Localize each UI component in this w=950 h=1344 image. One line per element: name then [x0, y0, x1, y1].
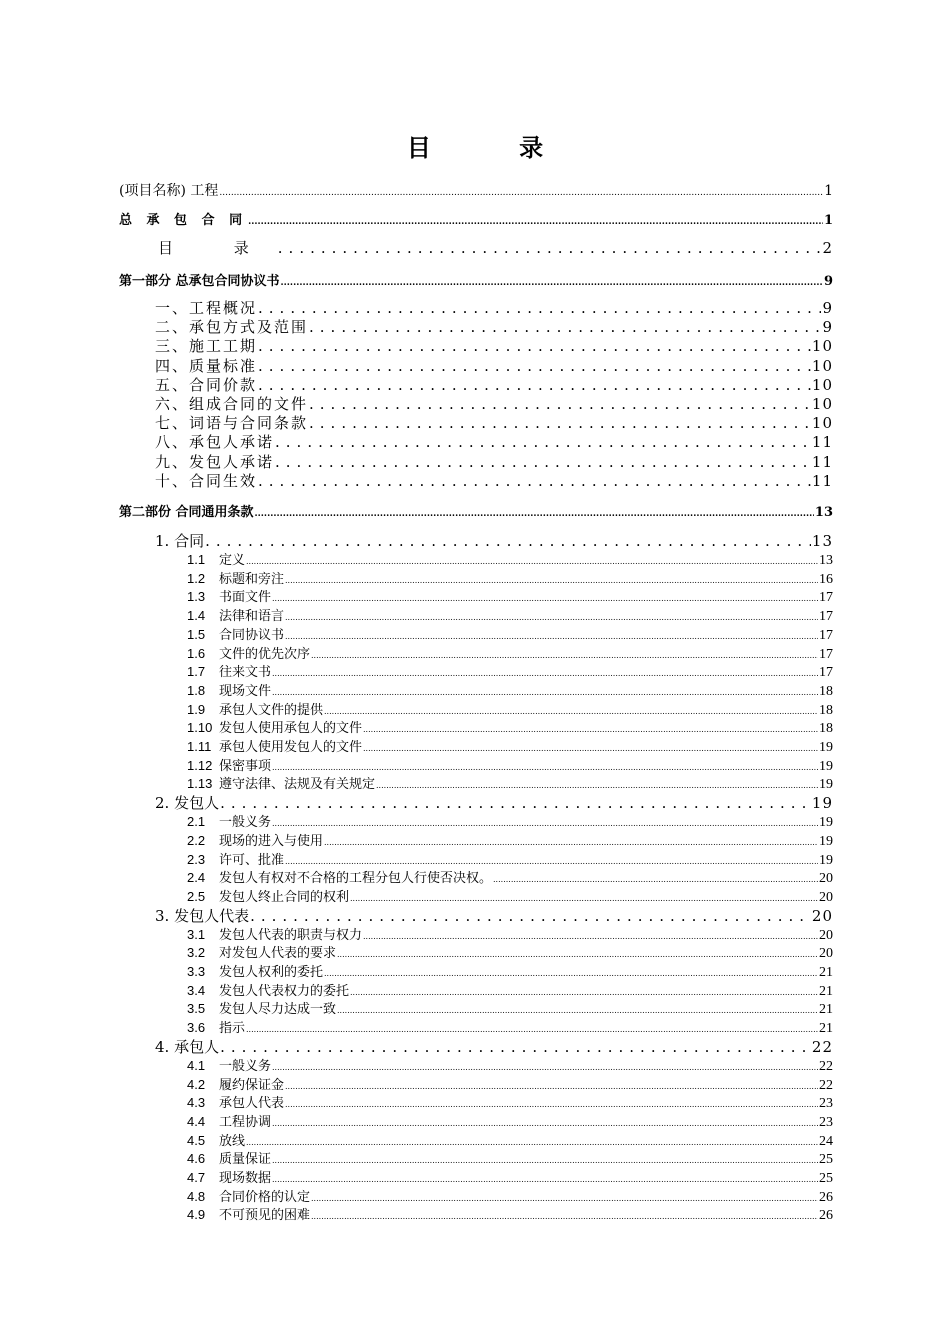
toc-leader	[272, 819, 818, 828]
toc-label: 四、质量标准	[155, 356, 258, 375]
toc-leader	[246, 557, 818, 566]
toc-page: 20	[819, 927, 833, 943]
toc-label: 九、发包人承诺	[155, 452, 275, 471]
toc-entry[interactable]	[187, 961, 833, 981]
toc-leader	[285, 1100, 818, 1109]
toc-label: 一般义务	[219, 815, 272, 831]
toc-page: 1	[824, 183, 833, 199]
toc-label: 一般义务	[219, 1058, 272, 1074]
toc-label: 十、合同生效	[155, 471, 258, 490]
toc-leader	[376, 781, 818, 790]
toc-page: 22	[819, 1058, 833, 1074]
toc-leader	[272, 669, 818, 678]
toc-number: 4.5	[187, 1132, 206, 1148]
toc-page: 2	[822, 239, 833, 257]
toc-page: 18	[819, 683, 833, 699]
toc-leader	[324, 969, 818, 978]
toc-leader	[311, 651, 818, 660]
toc-leader	[250, 907, 811, 925]
toc-entry[interactable]	[187, 736, 833, 756]
toc-page: 22	[819, 1077, 833, 1093]
toc-page: 10	[811, 375, 833, 394]
toc-entry[interactable]	[155, 451, 833, 472]
toc-page: 22	[811, 1037, 833, 1056]
toc-entry-part2[interactable]	[119, 501, 833, 520]
toc-entry[interactable]	[187, 549, 833, 569]
toc-leader	[350, 894, 818, 903]
toc-leader	[337, 1006, 818, 1015]
toc-number: 2.5	[187, 888, 206, 904]
toc-entry[interactable]	[187, 773, 833, 793]
toc-page: 16	[819, 571, 833, 587]
toc-page: 20	[811, 906, 833, 925]
toc-leader	[248, 217, 823, 227]
toc-label: 对发包人代表的要求	[219, 946, 337, 962]
toc-entry[interactable]	[155, 470, 833, 491]
toc-label: 发包人有权对不合格的工程分包人行使否决权。	[219, 871, 493, 887]
toc-entry[interactable]	[187, 1130, 833, 1150]
toc-number: 2.1	[187, 814, 206, 830]
toc-label: 放线	[219, 1133, 246, 1149]
toc-entry[interactable]	[187, 1111, 833, 1131]
toc-number: 4.7	[187, 1170, 206, 1185]
toc-label: 指示	[219, 1021, 246, 1037]
toc-entry[interactable]	[187, 586, 833, 606]
toc-entry[interactable]	[187, 1055, 833, 1075]
toc-leader	[311, 1212, 818, 1221]
toc-number: 4.1	[187, 1057, 206, 1073]
toc-number: 3.1	[187, 926, 206, 942]
toc-label: 法律和语言	[219, 609, 285, 625]
toc-number: 1.8	[187, 682, 206, 698]
toc-entry[interactable]	[155, 297, 833, 318]
toc-label: 第一部分 总承包合同协议书	[119, 274, 280, 289]
toc-page: 21	[819, 1002, 833, 1018]
toc-label: 不可预见的困难	[219, 1208, 311, 1224]
toc-entry[interactable]	[155, 1036, 833, 1057]
toc-entry[interactable]	[187, 699, 833, 719]
toc-leader	[285, 576, 818, 585]
toc-number: 3.5	[187, 1001, 206, 1017]
toc-leader	[278, 239, 822, 257]
toc-label: 许可、批准	[219, 852, 285, 868]
toc-entry[interactable]	[187, 849, 833, 869]
toc-label: 2. 发包人	[155, 794, 220, 813]
toc-label: 六、组成合同的文件	[155, 395, 309, 413]
toc-leader	[363, 725, 818, 734]
toc-leader	[275, 433, 811, 451]
toc-label: 发包人尽力达成一致	[219, 1002, 337, 1018]
toc-number: 1.10	[187, 720, 213, 736]
toc-page: 11	[811, 433, 833, 452]
toc-label: 总 承 包 合 同	[119, 213, 248, 228]
toc-number: 1.11	[187, 739, 212, 754]
toc-entry-project[interactable]	[119, 180, 833, 200]
toc-leader	[258, 357, 811, 375]
toc-entry[interactable]	[187, 867, 833, 887]
toc-label: 工程协调	[219, 1114, 272, 1130]
toc-label: 3. 发包人代表	[155, 906, 250, 925]
toc-page: 1	[823, 213, 833, 228]
toc-leader	[258, 299, 821, 317]
toc-page: 19	[811, 794, 833, 813]
toc-leader	[255, 509, 814, 519]
toc-entry[interactable]	[155, 374, 833, 395]
toc-label: 一、工程概况	[155, 299, 258, 317]
toc-page: 24	[819, 1133, 833, 1149]
toc-label: 承包人代表	[219, 1096, 285, 1112]
toc-leader	[272, 594, 818, 603]
toc-entry[interactable]	[187, 1092, 833, 1112]
toc-entry[interactable]	[187, 924, 833, 944]
toc-entry[interactable]	[187, 605, 833, 625]
toc-page: 19	[819, 777, 833, 793]
toc-page: 21	[819, 1021, 833, 1037]
toc-page: 11	[811, 471, 833, 490]
toc-entry[interactable]	[187, 1074, 833, 1094]
toc-page: 10	[811, 337, 833, 356]
toc-entry[interactable]	[187, 624, 833, 644]
toc-entry-contract[interactable]	[119, 209, 833, 228]
toc-page: 19	[819, 758, 833, 774]
toc-entry[interactable]	[187, 886, 833, 906]
toc-entry[interactable]	[187, 1017, 833, 1037]
toc-entry[interactable]	[187, 643, 833, 663]
toc-leader	[285, 1082, 818, 1091]
toc-page: 19	[819, 852, 833, 868]
toc-page: 23	[819, 1096, 833, 1112]
toc-page: 17	[819, 646, 833, 662]
toc-page: 13	[814, 505, 833, 520]
toc-leader	[272, 763, 818, 772]
toc-page: 20	[819, 889, 833, 905]
toc-label: 发包人终止合同的权利	[219, 889, 350, 905]
toc-entry[interactable]	[155, 792, 833, 813]
toc-page: 10	[811, 395, 833, 413]
toc-entry[interactable]	[187, 717, 833, 737]
toc-leader	[272, 1063, 818, 1072]
toc-label: 标题和旁注	[219, 571, 285, 587]
toc-page: 19	[819, 815, 833, 831]
toc-label: 五、合同价款	[155, 375, 258, 394]
toc-leader	[246, 1025, 818, 1034]
toc-entry[interactable]	[187, 811, 833, 831]
toc-entry[interactable]	[187, 661, 833, 681]
toc-number: 1.5	[187, 626, 206, 642]
toc-number: 2.2	[187, 832, 206, 848]
toc-leader	[219, 188, 823, 198]
toc-entry[interactable]	[155, 335, 833, 356]
toc-entry-part1[interactable]	[119, 270, 833, 289]
toc-label: 目 录	[158, 239, 277, 257]
toc-leader	[281, 278, 823, 288]
toc-label: 发包人使用承包人的文件	[219, 721, 363, 737]
toc-entry[interactable]	[155, 355, 833, 376]
toc-entry[interactable]	[187, 568, 833, 588]
toc-label: 现场的进入与使用	[219, 833, 324, 849]
toc-leader	[324, 707, 818, 716]
toc-leader	[309, 318, 821, 336]
toc-entry[interactable]	[187, 980, 833, 1000]
toc-label: 现场数据	[219, 1171, 272, 1186]
toc-page: 26	[819, 1189, 833, 1205]
toc-number: 1.12	[187, 757, 213, 773]
toc-leader	[285, 857, 818, 866]
toc-entry-toc[interactable]	[158, 237, 833, 258]
toc-leader	[220, 1038, 811, 1056]
toc-entry[interactable]	[187, 998, 833, 1018]
toc-label: 定义	[219, 553, 246, 568]
toc-label: 往来文书	[219, 665, 272, 681]
toc-number: 1.1	[187, 552, 206, 567]
toc-label: 承包人文件的提供	[219, 702, 324, 718]
toc-leader	[205, 532, 811, 550]
toc-page: 10	[811, 414, 833, 433]
toc-page: 13	[819, 553, 833, 568]
toc-number: 3.4	[187, 982, 206, 998]
toc-leader	[363, 932, 818, 941]
toc-label: 二、承包方式及范围	[155, 318, 309, 337]
toc-page: 25	[819, 1171, 833, 1186]
toc-label: 4. 承包人	[155, 1037, 220, 1056]
toc-entry[interactable]	[155, 393, 833, 414]
toc-number: 4.6	[187, 1151, 206, 1167]
toc-leader	[309, 414, 811, 432]
toc-label: 三、施工工期	[155, 337, 258, 356]
toc-label: 发包人代表权力的委托	[219, 983, 350, 999]
toc-page: 13	[811, 532, 833, 550]
toc-leader	[258, 472, 811, 490]
toc-page: 20	[819, 946, 833, 962]
toc-label: 合同价格的认定	[219, 1189, 311, 1205]
toc-number: 4.4	[187, 1113, 206, 1129]
toc-number: 3.3	[187, 964, 206, 979]
toc-leader	[309, 395, 811, 413]
toc-number: 3.2	[187, 945, 206, 961]
toc-page: 17	[819, 665, 833, 681]
toc-label: 保密事项	[219, 758, 272, 774]
toc-entry[interactable]	[187, 755, 833, 775]
toc-entry[interactable]	[187, 1167, 833, 1187]
toc-label: 第二部份 合同通用条款	[119, 505, 254, 520]
toc-page: 17	[819, 609, 833, 625]
toc-entry[interactable]	[187, 1204, 833, 1224]
toc-label: 质量保证	[219, 1152, 272, 1168]
toc-leader	[272, 688, 818, 697]
toc-page: 19	[819, 833, 833, 849]
toc-page: 17	[819, 627, 833, 643]
toc-page: 21	[819, 965, 833, 980]
toc-leader	[258, 376, 811, 394]
toc-label: 承包人使用发包人的文件	[219, 740, 363, 755]
toc-number: 1.4	[187, 608, 206, 624]
toc-number: 3.6	[187, 1020, 206, 1036]
toc-number: 1.9	[187, 701, 206, 717]
toc-label: 发包人权利的委托	[219, 965, 324, 980]
toc-leader	[324, 838, 818, 847]
toc-page: 18	[819, 702, 833, 718]
toc-number: 1.6	[187, 645, 206, 661]
toc-leader	[275, 453, 811, 471]
toc-label: 1. 合同	[155, 532, 205, 550]
toc-number: 1.3	[187, 589, 206, 605]
toc-leader	[285, 632, 818, 641]
toc-label: 现场文件	[219, 683, 272, 699]
toc-page: 11	[811, 452, 833, 471]
toc-leader	[337, 950, 818, 959]
toc-page: 25	[819, 1152, 833, 1168]
toc-leader	[363, 744, 818, 753]
toc-entry[interactable]	[187, 1186, 833, 1206]
toc-label: 遵守法律、法规及有关规定	[219, 777, 376, 793]
toc-label: 发包人代表的职责与权力	[219, 927, 363, 943]
toc-page: 10	[811, 356, 833, 375]
toc-leader	[272, 1175, 818, 1184]
toc-page: 9	[822, 299, 833, 317]
toc-number: 4.8	[187, 1188, 206, 1204]
toc-page: 17	[819, 590, 833, 606]
page-title: 目 录	[406, 133, 584, 162]
toc-number: 1.13	[187, 776, 213, 792]
toc-page: 9	[822, 318, 833, 337]
toc-entry[interactable]	[155, 412, 833, 433]
toc-entry[interactable]	[155, 316, 833, 337]
toc-page: 23	[819, 1114, 833, 1130]
toc-label: 文件的优先次序	[219, 646, 311, 662]
toc-leader	[246, 1138, 818, 1147]
toc-number: 4.3	[187, 1095, 206, 1111]
toc-number: 1.7	[187, 664, 206, 680]
toc-page: 26	[819, 1208, 833, 1224]
toc-entry[interactable]	[187, 1148, 833, 1168]
toc-leader	[285, 613, 818, 622]
toc-leader	[220, 794, 811, 812]
toc-leader	[258, 337, 811, 355]
toc-page: 18	[819, 721, 833, 737]
toc-label: 履约保证金	[219, 1077, 285, 1093]
toc-entry[interactable]	[187, 830, 833, 850]
toc-label: (项目名称) 工程	[119, 183, 219, 199]
toc-label: 合同协议书	[219, 627, 285, 643]
toc-entry[interactable]	[155, 431, 833, 452]
toc-number: 2.3	[187, 851, 206, 867]
toc-entry[interactable]	[155, 905, 833, 926]
toc-label: 七、词语与合同条款	[155, 414, 309, 433]
toc-page: 9	[823, 274, 833, 289]
toc-leader	[350, 988, 818, 997]
toc-leader	[272, 1119, 818, 1128]
toc-entry[interactable]	[187, 942, 833, 962]
toc-entry[interactable]	[155, 530, 833, 551]
toc-label: 八、承包人承诺	[155, 433, 275, 452]
toc-entry[interactable]	[187, 680, 833, 700]
toc-number: 1.2	[187, 570, 206, 586]
toc-leader	[272, 1156, 818, 1165]
toc-number: 4.2	[187, 1076, 206, 1092]
toc-page: 19	[819, 740, 833, 755]
toc-label: 书面文件	[219, 590, 272, 606]
toc-leader	[493, 875, 818, 884]
toc-page: 21	[819, 983, 833, 999]
toc-number: 4.9	[187, 1207, 206, 1223]
toc-leader	[311, 1194, 818, 1203]
toc-page: 20	[819, 871, 833, 887]
toc-number: 2.4	[187, 870, 206, 886]
